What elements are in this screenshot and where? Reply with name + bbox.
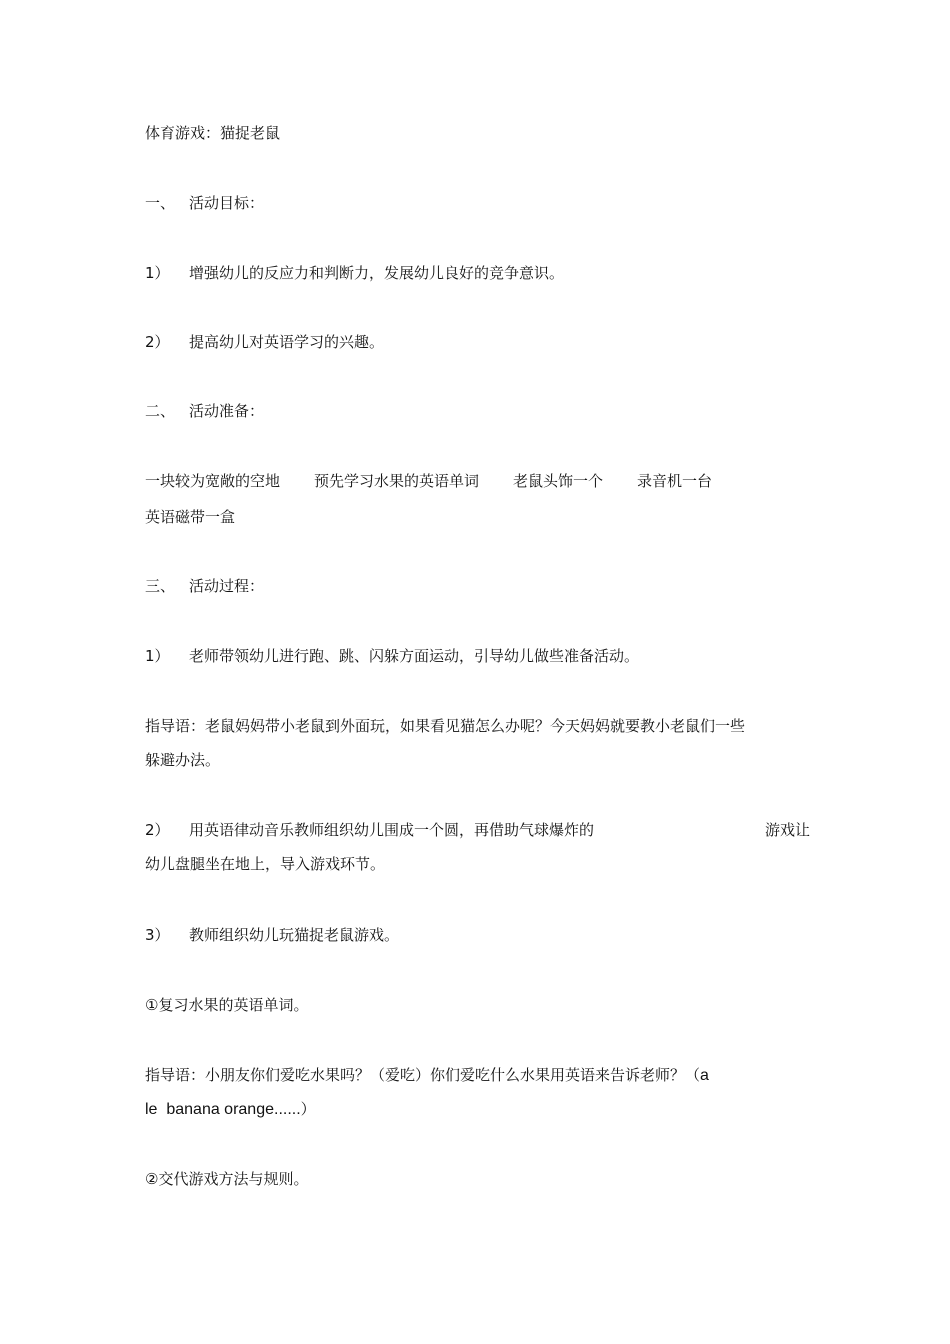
- section-3-heading: [145, 576, 264, 596]
- guide-2-close-paren: ）: [300, 1100, 316, 1118]
- step-2-text-b: 游戏让: [764, 821, 810, 839]
- goal-2-text: 提高幼儿对英语学习的兴趣。: [189, 333, 385, 351]
- guide-2-text: 指导语：小朋友你们爱吃水果吗？（爱吃）你们爱吃什么水果用英语来告诉老师？（: [145, 1066, 701, 1084]
- step-1: [145, 646, 639, 666]
- step-1-number: 1）: [145, 647, 170, 665]
- section-1-number: 一、: [145, 194, 176, 212]
- step-3-text: 教师组织幼儿玩猫捉老鼠游戏。: [189, 926, 400, 944]
- sub-step-1: ①复习水果的英语单词。: [145, 996, 309, 1014]
- guide-2-line-1: [145, 1065, 709, 1086]
- section-2-title: 活动准备：: [189, 402, 265, 420]
- prep-item: 一块较为宽敞的空地: [145, 472, 281, 490]
- prep-list-row-2: [145, 507, 235, 527]
- step-2-line-1: [145, 820, 810, 840]
- sub-step-2: ②交代游戏方法与规则。: [145, 1170, 309, 1188]
- guide-1-line-2: 躲避办法。: [145, 751, 221, 769]
- step-2-text-a: 用英语律动音乐教师组织幼儿围成一个圆，再借助气球爆炸的: [189, 821, 595, 839]
- section-3-title: 活动过程：: [189, 577, 265, 595]
- guide-1-line-1: 指导语：老鼠妈妈带小老鼠到外面玩，如果看见猫怎么办呢？今天妈妈就要教小老鼠们一些: [145, 717, 746, 735]
- step-1-text: 老师带领幼儿进行跑、跳、闪躲方面运动，引导幼儿做些准备活动。: [189, 647, 640, 665]
- prep-list-row-1: [145, 471, 712, 491]
- guide-2-line-2: [145, 1099, 316, 1120]
- section-2-heading: [145, 401, 264, 421]
- step-3-number: 3）: [145, 926, 170, 944]
- document-title: 体育游戏：猫捉老鼠: [145, 124, 281, 142]
- step-2-number: 2）: [145, 821, 170, 839]
- guide-2-fruit-words: le banana orange......: [145, 1101, 301, 1118]
- prep-item: 英语磁带一盒: [145, 508, 236, 526]
- goal-2-number: 2）: [145, 333, 170, 351]
- section-3-number: 三、: [145, 577, 176, 595]
- prep-item: 录音机一台: [637, 472, 713, 490]
- goal-1: [145, 263, 564, 283]
- section-2-number: 二、: [145, 402, 176, 420]
- guide-2-english-a: a: [700, 1067, 709, 1084]
- goal-2: [145, 332, 384, 352]
- prep-item: 预先学习水果的英语单词: [314, 472, 480, 490]
- step-3: [145, 925, 399, 945]
- section-1-title: 活动目标：: [189, 194, 265, 212]
- goal-1-text: 增强幼儿的反应力和判断力，发展幼儿良好的竞争意识。: [189, 264, 565, 282]
- goal-1-number: 1）: [145, 264, 170, 282]
- prep-item: 老鼠头饰一个: [513, 472, 604, 490]
- section-1-heading: [145, 193, 264, 213]
- step-2-line-2: 幼儿盘腿坐在地上，导入游戏环节。: [145, 855, 386, 873]
